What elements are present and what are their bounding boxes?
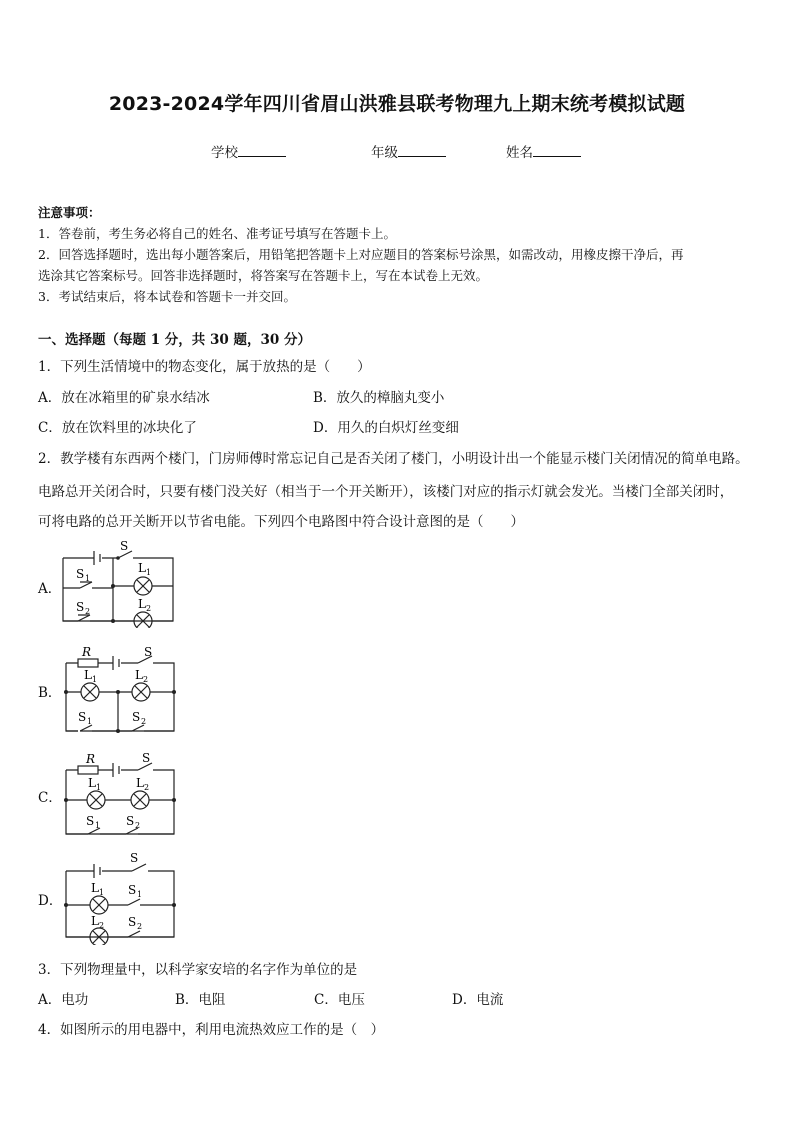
switch-s1-label: S — [86, 814, 95, 828]
note-2b: 选涂其它答案标号。回答非选择题时，将答案写在答题卡上，写在本试卷上无效。 — [38, 268, 489, 283]
sub-2: 2 — [143, 675, 149, 684]
lamp-l1-label: L — [91, 881, 99, 895]
sub-1: 1 — [92, 675, 98, 684]
grade-blank — [398, 144, 446, 157]
name-blank — [533, 144, 581, 157]
switch-s1-label: S — [128, 883, 137, 897]
q2-line-1: 2．教学楼有东西两个楼门，门房师傅时常忘记自己是否关闭了楼门，小明设计出一个能显示楼门关闭情况的简单电路。 — [38, 451, 749, 467]
switch-s1-label: S — [76, 567, 85, 581]
resistor-r-label: R — [86, 752, 96, 766]
sub-1: 1 — [137, 890, 143, 899]
q2-option-c-label: C． — [38, 790, 62, 806]
switch-s-label: S — [120, 539, 129, 553]
switch-s-label: S — [130, 853, 139, 865]
switch-s-label: S — [144, 645, 153, 659]
q2-option-d-label: D． — [38, 893, 63, 909]
q1-option-c: C．放在饮料里的冰块化了 — [38, 420, 197, 436]
school-blank — [238, 144, 286, 157]
q1-option-b: B．放久的樟脑丸变小 — [313, 390, 445, 406]
sub-1: 1 — [96, 783, 102, 792]
circuit-diagram-d — [58, 853, 183, 945]
sub-1: 1 — [95, 821, 101, 830]
section-heading: 一、选择题（每题 1 分，共 30 题，30 分） — [38, 332, 311, 348]
lamp-l1-label: L — [138, 561, 146, 575]
circuit-diagram-a — [58, 538, 188, 628]
sub-2: 2 — [137, 922, 143, 931]
lamp-l2-label: L — [91, 914, 99, 928]
notes-header: 注意事项： — [38, 205, 101, 220]
sub-2: 2 — [85, 607, 91, 616]
lamp-l1-label: L — [88, 776, 96, 790]
q3-option-a: A．电功 — [38, 992, 89, 1008]
sub-2: 2 — [99, 921, 105, 930]
name-label: 姓名 — [506, 145, 533, 161]
circuit-diagram-c — [58, 750, 183, 840]
sub-2: 2 — [144, 783, 150, 792]
school-field — [211, 141, 286, 161]
q2-line-3: 可将电路的总开关断开以节省电能。下列四个电路图中符合设计意图的是（ ） — [38, 514, 524, 530]
sub-1: 1 — [146, 568, 152, 577]
note-3: 3．考试结束后，将本试卷和答题卡一并交回。 — [38, 289, 296, 304]
page-title: 2023-2024学年四川省眉山洪雅县联考物理九上期末统考模拟试题 — [108, 93, 686, 115]
q2-option-a-label: A． — [38, 581, 62, 597]
q3-stem: 3．下列物理量中，以科学家安培的名字作为单位的是 — [38, 962, 358, 978]
sub-1: 1 — [85, 574, 91, 583]
q3-option-c: C．电压 — [314, 992, 365, 1008]
sub-1: 1 — [99, 888, 105, 897]
lamp-l2-label: L — [136, 776, 144, 790]
sub-1: 1 — [87, 717, 93, 726]
name-field — [506, 141, 581, 161]
q4-stem: 4．如图所示的用电器中，利用电流热效应工作的是（ ） — [38, 1022, 385, 1038]
note-1: 1．答卷前，考生务必将自己的姓名、准考证号填写在答题卡上。 — [38, 226, 396, 241]
switch-s2-label: S — [132, 710, 141, 724]
sub-2: 2 — [141, 717, 147, 726]
lamp-l2-label: L — [135, 668, 143, 682]
q2-line-2: 电路总开关闭合时，只要有楼门没关好（相当于一个开关断开），该楼门对应的指示灯就会发光。当楼门全部关闭时， — [38, 484, 734, 500]
q3-option-b: B．电阻 — [175, 992, 226, 1008]
q3-option-d: D．电流 — [452, 992, 504, 1008]
q1-stem: 1．下列生活情境中的物态变化，属于放热的是（ ） — [38, 359, 371, 375]
switch-s2-label: S — [126, 814, 135, 828]
school-label: 学校 — [211, 145, 238, 161]
sub-2: 2 — [146, 604, 152, 613]
switch-s1-label: S — [78, 710, 87, 724]
q2-option-b-label: B． — [38, 685, 62, 701]
lamp-l2-label: L — [138, 597, 146, 611]
note-2a: 2．回答选择题时，选出每小题答案后，用铅笔把答题卡上对应题目的答案标号涂黑，如需改动，用橡皮擦干净后，再 — [38, 247, 684, 262]
lamp-l1-label: L — [84, 668, 92, 682]
q1-option-d: D．用久的白炽灯丝变细 — [313, 420, 459, 436]
resistor-r-label: R — [82, 645, 92, 659]
switch-s2-label: S — [76, 600, 85, 614]
switch-s-label: S — [142, 751, 151, 765]
q1-option-a: A．放在冰箱里的矿泉水结冰 — [38, 390, 210, 406]
circuit-diagram-b — [58, 645, 183, 735]
switch-s2-label: S — [128, 915, 137, 929]
sub-2: 2 — [135, 821, 141, 830]
grade-field — [371, 141, 446, 161]
grade-label: 年级 — [371, 145, 398, 161]
